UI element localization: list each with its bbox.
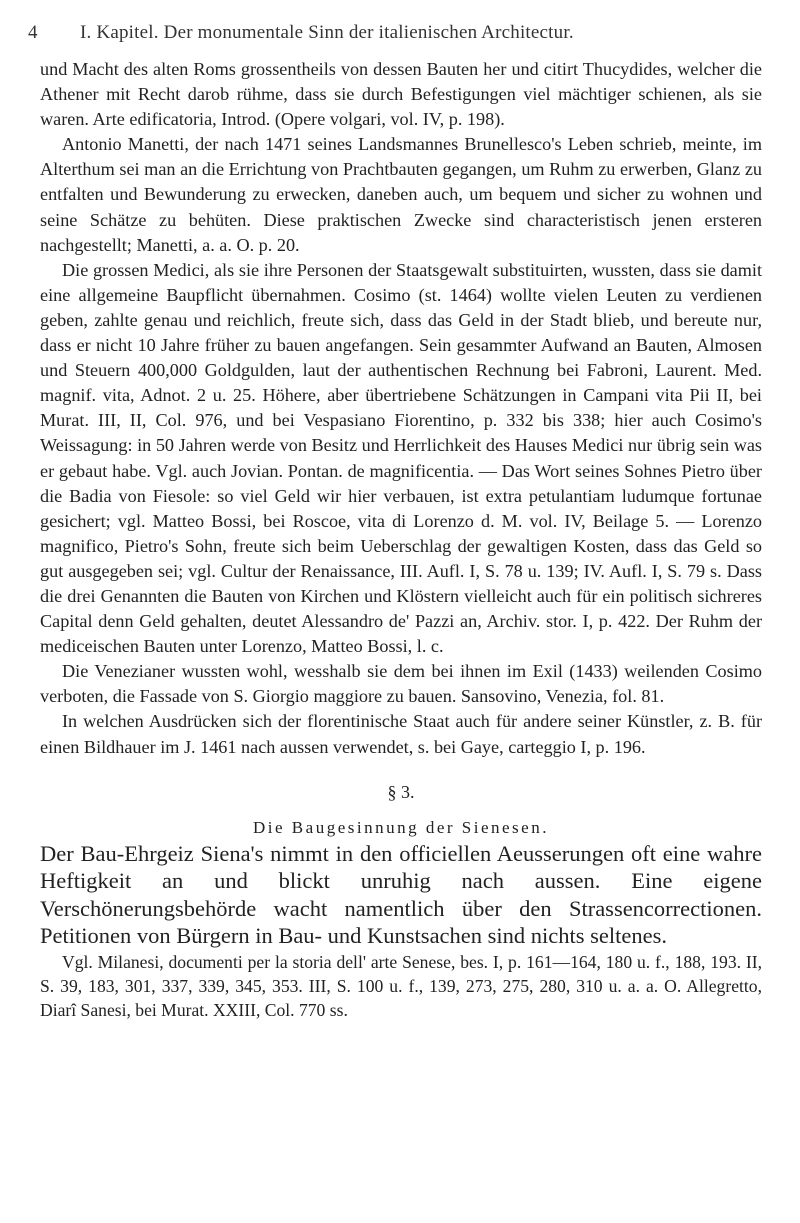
- running-header: [28, 22, 760, 52]
- paragraph-medici: Die grossen Medici, als sie ihre Personen der Staatsgewalt substituirten, wussten, dass sie damit eine allgemeine Baupflicht übernahmen. Cosimo (st. 1464) wollte vielen Leuten zu verdienen geben, zahlte genau und reichlich, freute sich, dass das Geld in der Stadt blieb, und bereute nur, dass er nicht 10 Jahre früher zu bauen angefangen. Sein gesammter Aufwand an Bauten, Almosen und Steuern 400,000 Goldgulden, laut der authentischen Rechnung bei Fabroni, Laurent. Med. magnif. vita, Adnot. 2 u. 25. Höhere, aber übertriebene Schätzungen in Campani vita Pii II, bei Murat. III, II, Col. 976, und bei Vespasiano Fiorentino, p. 332 bis 338; hier auch Cosimo's Weissagung: in 50 Jahren werde von Besitz und Herrlichkeit des Hauses Medici nur übrig sein was er gebaut habe. Vgl. auch Jovian. Pontan. de magnificentia. — Das Wort seines Sohnes Pietro über die Badia von Fiesole: so viel Geld wir hier verbauen, ist extra petulantiam ludumque fortunae gesichert; vgl. Matteo Bossi, bei Roscoe, vita di Lorenzo d. M. vol. IV, Beilage 5. — Lorenzo magnifico, Pietro's Sohn, freute sich beim Ueberschlag der gewaltigen Kosten, dass das Geld so gut ausgegeben sei; vgl. Cultur der Renaissance, III. Aufl. I, S. 78 u. 139; IV. Aufl. I, S. 79 s. Dass die drei Genannten die Bauten von Kirchen und Klöstern vielleicht auch für ein politisch sichreres Capital denn Geld gehalten, deutet Alessandro de' Pazzi an, Archiv. stor. I, p. 422. Der Ruhm der mediceischen Bauten unter Lorenzo, Matteo Bossi, l. c.: [40, 259, 762, 657]
- page-number: 4: [28, 22, 38, 43]
- section-note: Vgl. Milanesi, documenti per la storia dell' arte Senese, bes. I, p. 161—164, 180 u. f., 188, 193. II, S. 39, 183, 301, 337, 339, 345, 353. III, S. 100 u. f., 139, 273, 275, 280, 310 u. a. a. O. Allegretto, Diarî Sanesi, bei Murat. XXIII, Col. 770 ss.: [40, 951, 762, 1020]
- paragraph-manetti: Antonio Manetti, der nach 1471 seines Landsmannes Brunellesco's Leben schrieb, meinte, im Alterthum sei man an die Errichtung von Prachtbauten gegangen, um Ruhm zu erwerben, Glanz zu entfalten und Bewunderung zu erwecken, daneben auch, um bequem und sicher zu wohnen und seine Schätze zu behüten. Diese praktischen Zwecke sind characteristisch jenen ersteren nachgestellt; Manetti, a. a. O. p. 20.: [40, 134, 762, 255]
- paragraph-continued: und Macht des alten Roms grossentheils von dessen Bauten her und citirt Thucydides, welcher die Athener mit Recht darob rühme, dass sie durch Befestigungen viel mächtiger schienen, als sie waren. Arte edificatoria, Introd. (Opere volgari, vol. IV, p. 198).: [40, 59, 762, 130]
- paragraph-venezianer: Die Venezianer wussten wohl, wesshalb sie dem bei ihnen im Exil (1433) weilenden Cosimo verboten, die Fassade von S. Giorgio maggiore zu bauen. Sansovino, Venezia, fol. 81.: [40, 661, 762, 707]
- section-mark: § 3.: [387, 781, 415, 802]
- paragraph-florentine-state: In welchen Ausdrücken sich der florentinische Staat auch für andere seiner Künstler, z. B. für einen Bildhauer im J. 1461 nach aussen verwendet, s. bei Gaye, carteggio I, p. 196.: [40, 711, 762, 757]
- running-title: I. Kapitel. Der monumentale Sinn der italienischen Architectur.: [80, 22, 574, 43]
- section-title: Die Baugesinnung der Sienesen.: [253, 817, 549, 837]
- section-lead-text: Der Bau-Ehrgeiz Siena's nimmt in den officiellen Aeusserungen oft eine wahre Heftigkeit an und blickt unruhig nach aussen. Eine eigene Verschönerungsbehörde wacht namentlich über den Strassencorrectionen. Petitionen von Bürgern in Bau- und Kunstsachen sind nichts seltenes.: [40, 840, 762, 949]
- body-text: [40, 57, 762, 1022]
